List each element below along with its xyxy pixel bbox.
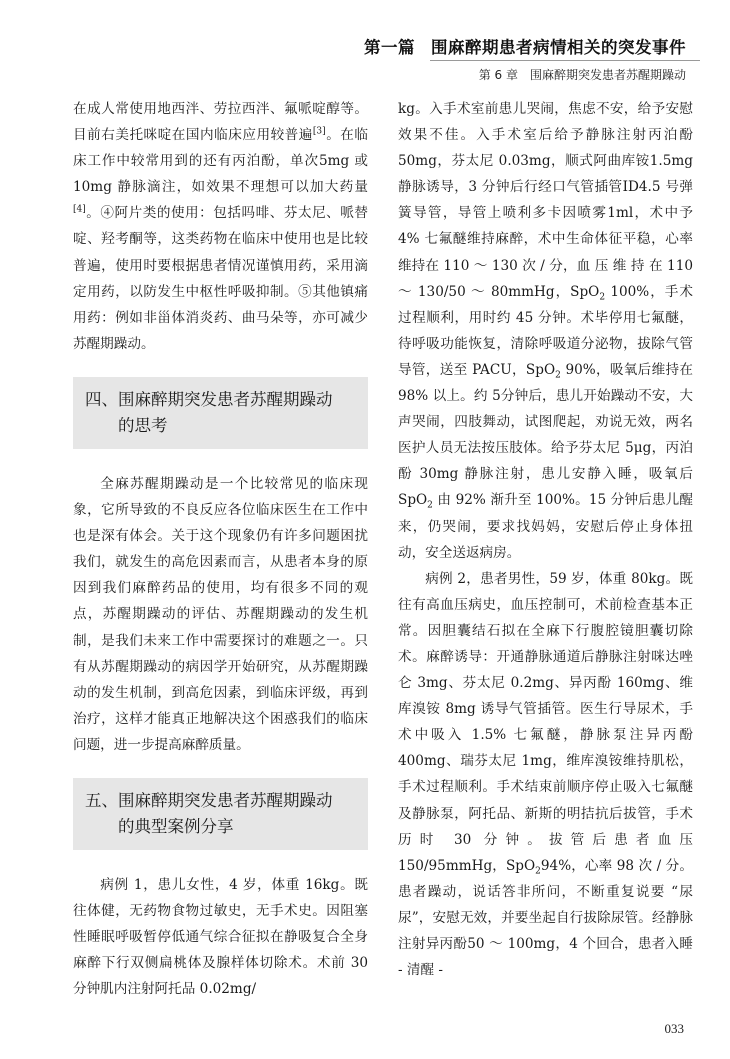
citation: [4] [73, 204, 86, 215]
paragraph: 全麻苏醒期躁动是一个比较常见的临床现象，它所导致的不良反应各位临床医生在工作中也是深有体会。关于这个现象仍有许多问题困扰我们，就发生的高危因素而言，从患者本身的原因到我们麻醉药品的使用，均有很多不同的观点，苏醒期躁动的评估、苏醒期躁动的发生机制，是我们未来工作中需要探讨的难题之一。只有从苏醒期躁动的病因学开始研究，从苏醒期躁动的发生机制，到高危因素，到临床评级，再到治疗，这样才能真正地解决这个困惑我们的临床问题，进一步提高麻醉质量。 [73, 475, 368, 753]
paragraph: 在成人常使用地西泮、劳拉西泮、氟哌啶醇等。目前右美托咪啶在国内临床应用较普遍[3]。在临床工作中较常用到的还有丙泊酚，单次5mg 或 10mg 静脉滴注，如效果不理想可以加大药量[4]。④阿片类的使用：包括吗啡、芬太尼、哌替啶、羟考酮等，这类药物在临床中使用也是比较普遍，使用时要根据患者情况谨慎用药，采用滴定用药，以防发生中枢性呼吸抑制。⑤其他镇痛用药：例如非甾体消炎药、曲马朵等，亦可减少苏醒期躁动。 [73, 101, 369, 352]
part-label: 第一篇 [364, 38, 415, 57]
left-column [73, 96, 368, 1002]
paragraph: 病例 1，患儿女性，4 岁，体重 16kg。既往体健，无药物食物过敏史，无手术史。因阻塞性睡眠呼吸暂停低通气综合征拟在静吸复合全身麻醉下行双侧扁桃体及腺样体切除术。术前 30 分钟肌内注射阿托品 0.02mg/ [73, 876, 368, 998]
section-heading-5: 五、围麻醉期突发患者苏醒期躁动 的典型案例分享 [73, 778, 368, 850]
running-header-chapter [479, 66, 686, 83]
chapter-label: 第 6 章 [478, 68, 518, 82]
citation: [3] [312, 126, 326, 137]
header-rule [430, 60, 700, 61]
chapter-title: 围麻醉期突发患者苏醒期躁动 [529, 68, 686, 82]
part-title: 围麻醉期患者病情相关的突发事件 [431, 38, 686, 57]
running-header-part [364, 34, 686, 58]
paragraph: kg。入手术室前患儿哭闹，焦虑不安，给予安慰效果不佳。入手术室后给予静脉注射丙泊酚 50mg，芬太尼 0.03mg，顺式阿曲库铵1.5mg 静脉诱导，3 分钟后行经口气管插管ID4.5 号弹簧导管，导管上喷利多卡因喷雾1ml，术中予 4% 七氟醚维持麻醉，术中生命体征平稳，心率维持在 110 ～ 130 次 / 分，血 压 维 持 在 110 ～ 130/50 ～ 80mmHg，SpO$_2$ 100%，手术过程顺利，用时约 45 分钟。术毕停用七氟醚，待呼吸功能恢复，清除呼吸道分泌物，拔除气管导管，送至 PACU，SpO$_2$ 90%，吸氧后维持在 98% 以上。约 5分钟后，患儿开始躁动不安，大声哭闹，四肢舞动，试图爬起，劝说无效，两名医护人员无法按压肢体。给予芬太尼 5μg，丙泊酚 30mg 静脉注射，患儿安静入睡，吸氧后SpO$_2$ 由 92% 渐升至 100%。15 分钟后患儿醒来，仍哭闹，要求找妈妈，安慰后停止身体扭动，安全送返病房。 [398, 101, 693, 561]
right-column [398, 96, 693, 983]
paragraph: 病例 2，患者男性，59 岁，体重 80kg。既往有高血压病史，血压控制可，术前检查基本正常。因胆囊结石拟在全麻下行腹腔镜胆囊切除术。麻醉诱导：开通静脉通道后静脉注射咪达唑仑 3mg、芬太尼 0.2mg、异丙酚 160mg、维库溴铵 8mg 诱导气管插管。医生行导尿术，手术中吸入 1.5% 七氟醚，静脉泵注异丙酚 400mg、瑞芬太尼 1mg，维库溴铵维持肌松，手术过程顺利。手术结束前顺序停止吸入七氟醚及静脉泵，阿托品、新斯的明拮抗后拔管，手术历时 30 分钟。拔管后患者血压 150/95mmHg，SpO$_2$94%，心率 98 次 / 分。患者躁动，说话答非所问，不断重复说要 “尿尿”，安慰无效，并要坐起自行拔除尿管。经静脉注射异丙酚50 ～ 100mg，4 个回合，患者入睡 - 清醒 - [398, 570, 693, 979]
section-heading-4: 四、围麻醉期突发患者苏醒期躁动 的思考 [73, 377, 368, 449]
page-number: 033 [664, 1021, 684, 1036]
